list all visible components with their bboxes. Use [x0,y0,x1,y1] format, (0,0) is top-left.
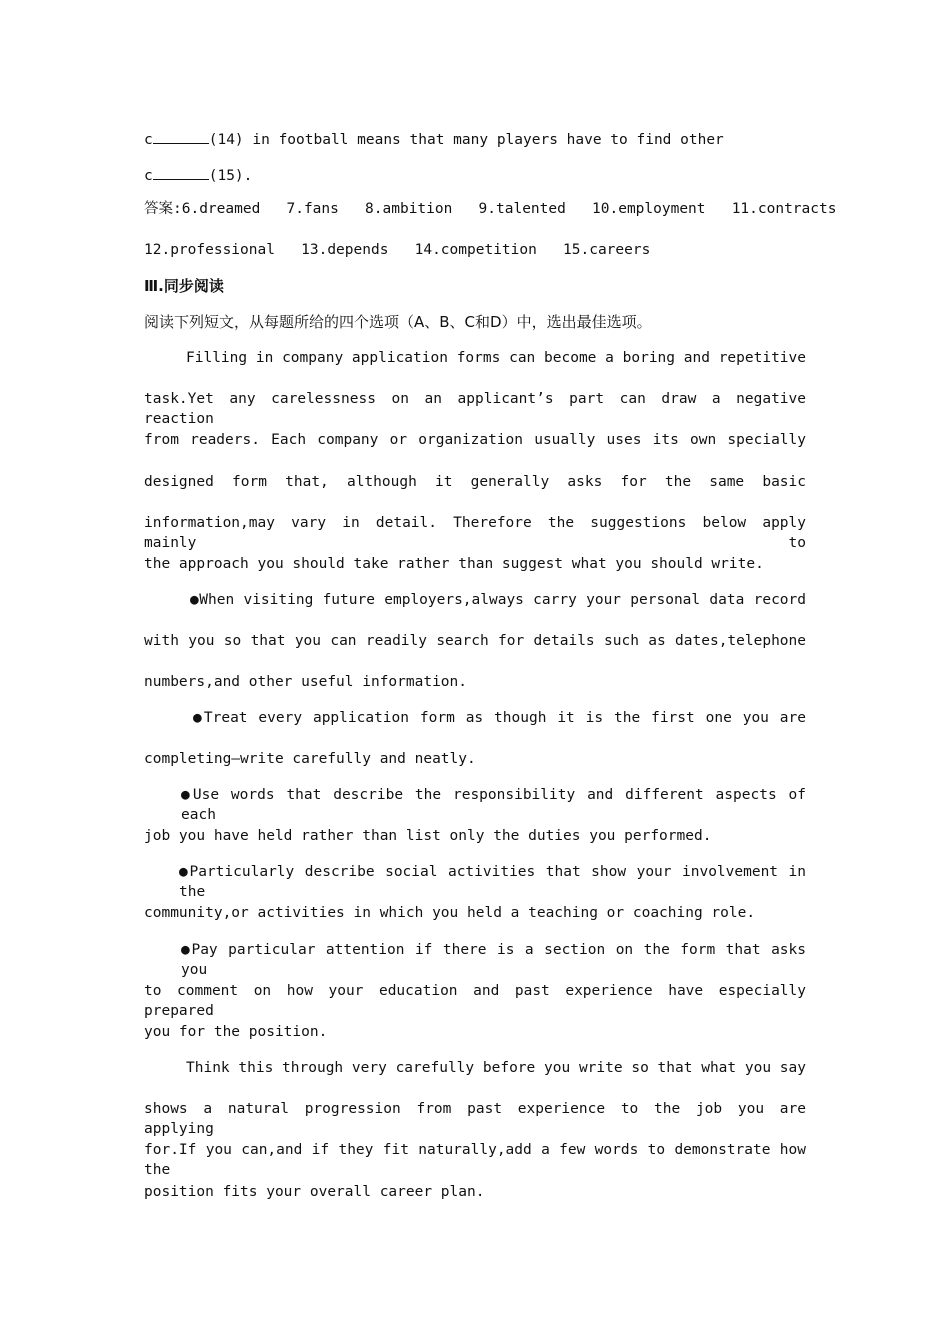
passage-line: Filling in company application forms can become a boring and repetitive [186,350,806,366]
passage-line: the approach you should take rather than suggest what you should write. [144,556,764,572]
passage-line: Think this through very carefully before you write so that what you say [186,1060,806,1076]
bullet-item-line: you for the position. [144,1024,328,1040]
passage-line: shows a natural progression from past experience to the job you are applying [144,1101,806,1137]
bullet-item-line: to comment on how your education and past experience have especially prepared [144,983,806,1019]
bullet-item-line: numbers,and other useful information. [144,674,468,690]
answer-key-line-2: 12.professional 13.depends 14.competition 15.careers [144,242,651,258]
fill-in-text: (14) in football means that many players have to find other [208,132,724,148]
bullet-item-line: ●Pay particular attention if there is a section on the form that asks you [181,942,806,978]
bullet-item-line: completing—write carefully and neatly. [144,751,476,767]
section-instruction: 阅读下列短文，从每题所给的四个选项（A、B、C和D）中，选出最佳选项。 [144,313,652,331]
bullet-item-line: ●When visiting future employers,always carry your personal data record [190,592,806,608]
bullet-item-line: ●Treat every application form as though it is the first one you are [193,710,806,726]
bullet-item-line: community,or activities in which you held a teaching or coaching role. [144,905,756,921]
answer-blank [153,163,209,180]
bullet-item-line: ●Particularly describe social activities that show your involvement in the [179,864,806,900]
passage-line: position fits your overall career plan. [144,1184,485,1200]
section-heading: Ⅲ.同步阅读 [144,277,224,295]
answer-key-line-1: 答案:6.dreamed 7.fans 8.ambition 9.talented 10.employment 11.contracts [144,201,837,217]
fill-in-line-14 [144,127,806,150]
passage-line: task.Yet any carelessness on an applicant’s part can draw a negative reaction [144,391,806,427]
fill-in-line-15 [144,163,806,186]
bullet-item-line: ●Use words that describe the responsibility and different aspects of each [181,787,806,823]
bullet-item-line: with you so that you can readily search for details such as dates,telephone [144,633,806,649]
blank-prefix: c [144,132,153,148]
passage-line: from readers. Each company or organization usually uses its own specially [144,432,806,448]
bullet-item-line: job you have held rather than list only the duties you performed. [144,828,712,844]
blank-prefix: c [144,168,153,184]
answer-blank [153,127,209,144]
fill-in-text: (15). [208,168,253,184]
passage-line: designed form that, although it generally asks for the same basic [144,474,806,490]
passage-line: information,may vary in detail. Therefore the suggestions below apply mainly to [144,515,806,551]
passage-line: for.If you can,and if they fit naturally,add a few words to demonstrate how the [144,1142,806,1178]
